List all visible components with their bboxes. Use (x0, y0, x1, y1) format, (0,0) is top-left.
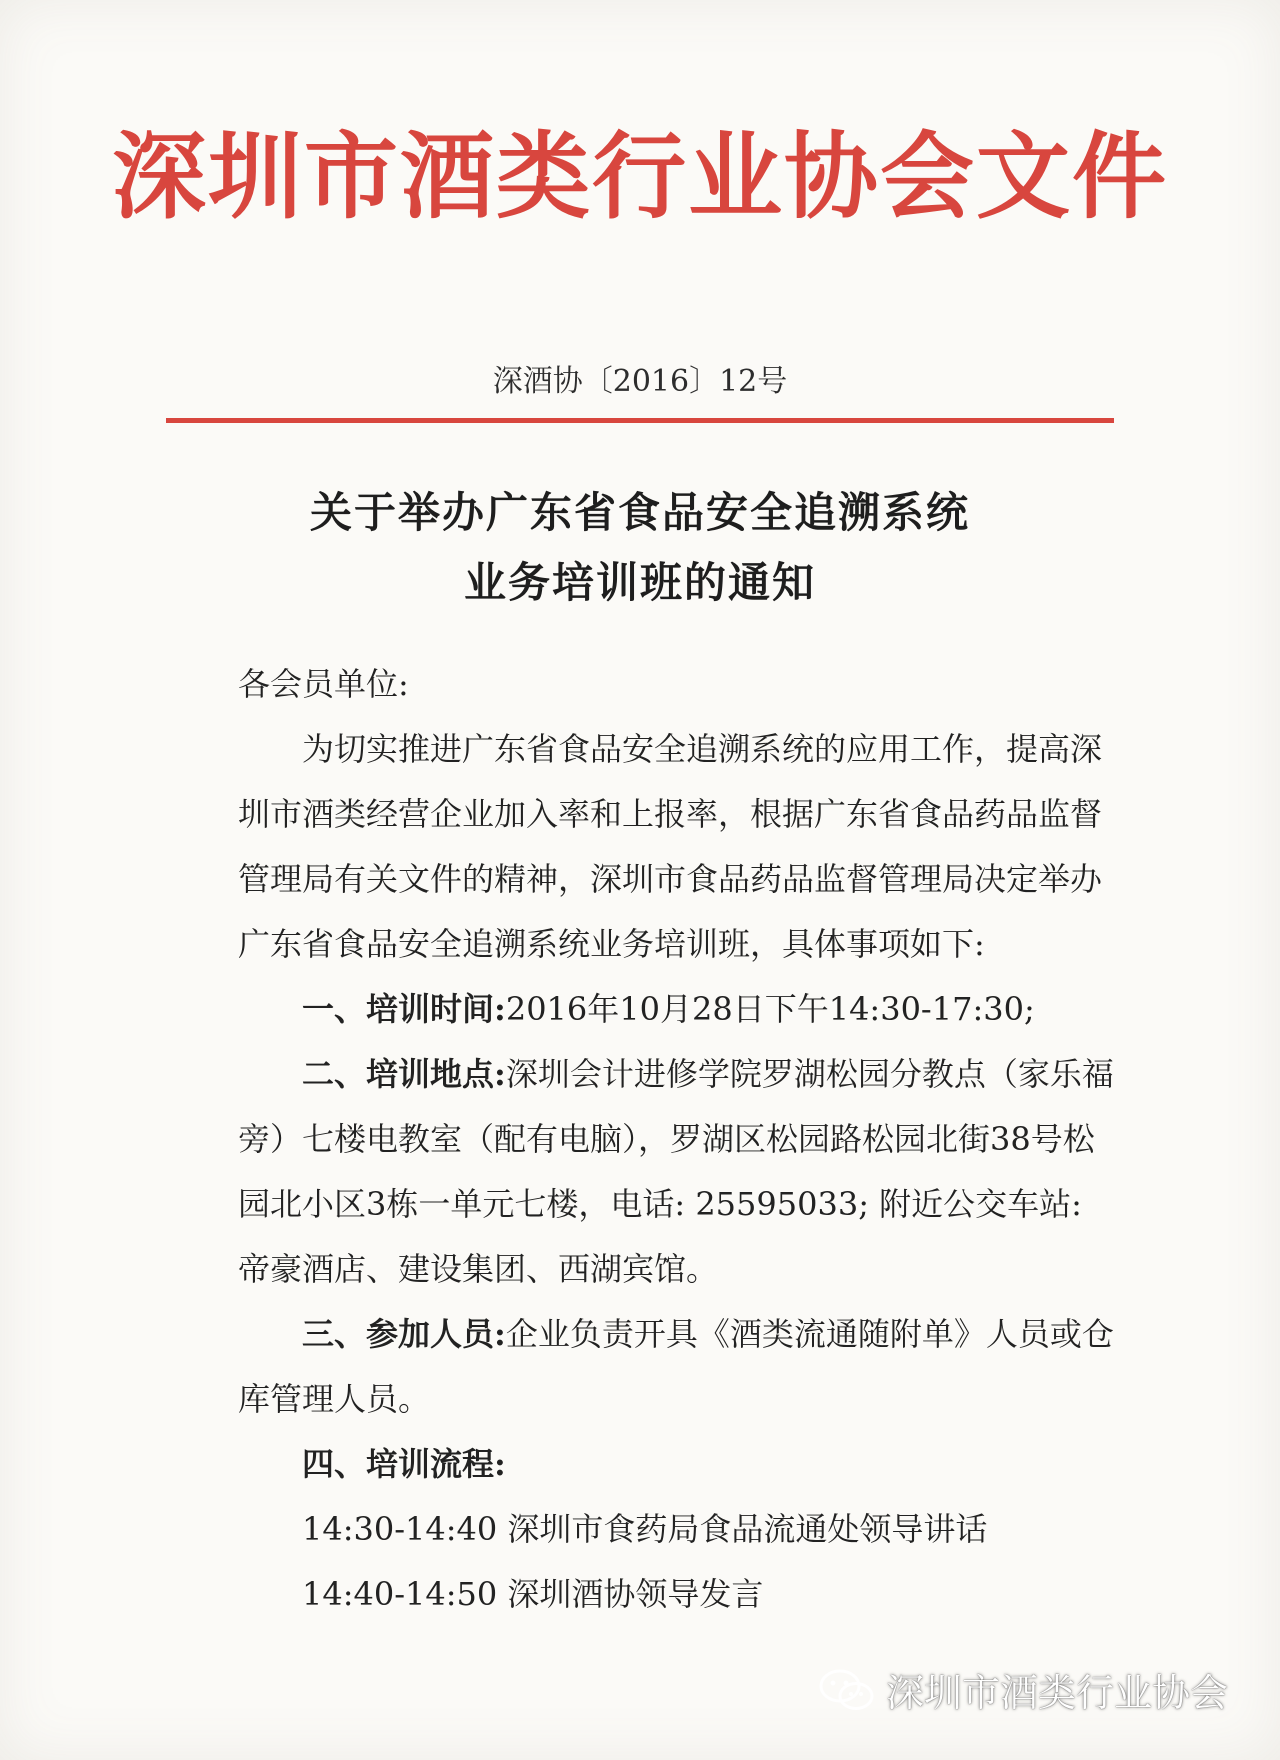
item-heading: 二、培训地点: (302, 1055, 506, 1093)
item-training-process (238, 1432, 1118, 1497)
item-text: 2016年10月28日下午14:30-17:30; (505, 990, 1035, 1028)
watermark (818, 1662, 1228, 1717)
item-text: 企业负责开具《酒类流通随附单》人员或仓库管理人员。 (238, 1315, 1114, 1418)
item-participants (238, 1302, 1118, 1432)
schedule-text: 深圳酒协领导发言 (507, 1575, 764, 1613)
item-text: 深圳会计进修学院罗湖松园分教点（家乐福旁）七楼电教室（配有电脑），罗湖区松园路松园北街38号松园北小区3栋一单元七楼，电话: 25595033; 附近公交车站: 帝豪酒店、建设集团、西湖宾馆。 (238, 1055, 1114, 1288)
schedule-time: 14:40-14:50 (302, 1575, 498, 1613)
document-number: 深酒协〔2016〕12号 (492, 364, 788, 399)
item-training-location (238, 1042, 1118, 1302)
schedule-row (238, 1497, 1118, 1562)
item-training-time (238, 977, 1118, 1042)
intro-paragraph: 为切实推进广东省食品安全追溯系统的应用工作，提高深圳市酒类经营企业加入率和上报率，根据广东省食品药品监督管理局有关文件的精神，深圳市食品药品监督管理局决定举办广东省食品安全追溯系统业务培训班，具体事项如下: (238, 730, 1103, 963)
schedule-text: 深圳市食药局食品流通处领导讲话 (507, 1510, 988, 1548)
wechat-icon (818, 1667, 876, 1713)
schedule-time: 14:30-14:40 (302, 1510, 498, 1548)
watermark-text: 深圳市酒类行业协会 (885, 1671, 1228, 1715)
item-heading: 一、培训时间: (302, 990, 506, 1028)
salutation: 各会员单位: (238, 665, 409, 703)
notice-body (238, 652, 1118, 1627)
notice-title-line2: 业务培训班的通知 (463, 558, 816, 607)
item-heading: 三、参加人员: (302, 1315, 506, 1353)
letterhead-title: 深圳市酒类行业协会文件 (111, 122, 1168, 232)
red-divider (166, 418, 1114, 423)
item-heading: 四、培训流程: (302, 1445, 506, 1483)
schedule-row (238, 1562, 1118, 1627)
notice-title-line1: 关于举办广东省食品安全追溯系统 (309, 488, 970, 537)
